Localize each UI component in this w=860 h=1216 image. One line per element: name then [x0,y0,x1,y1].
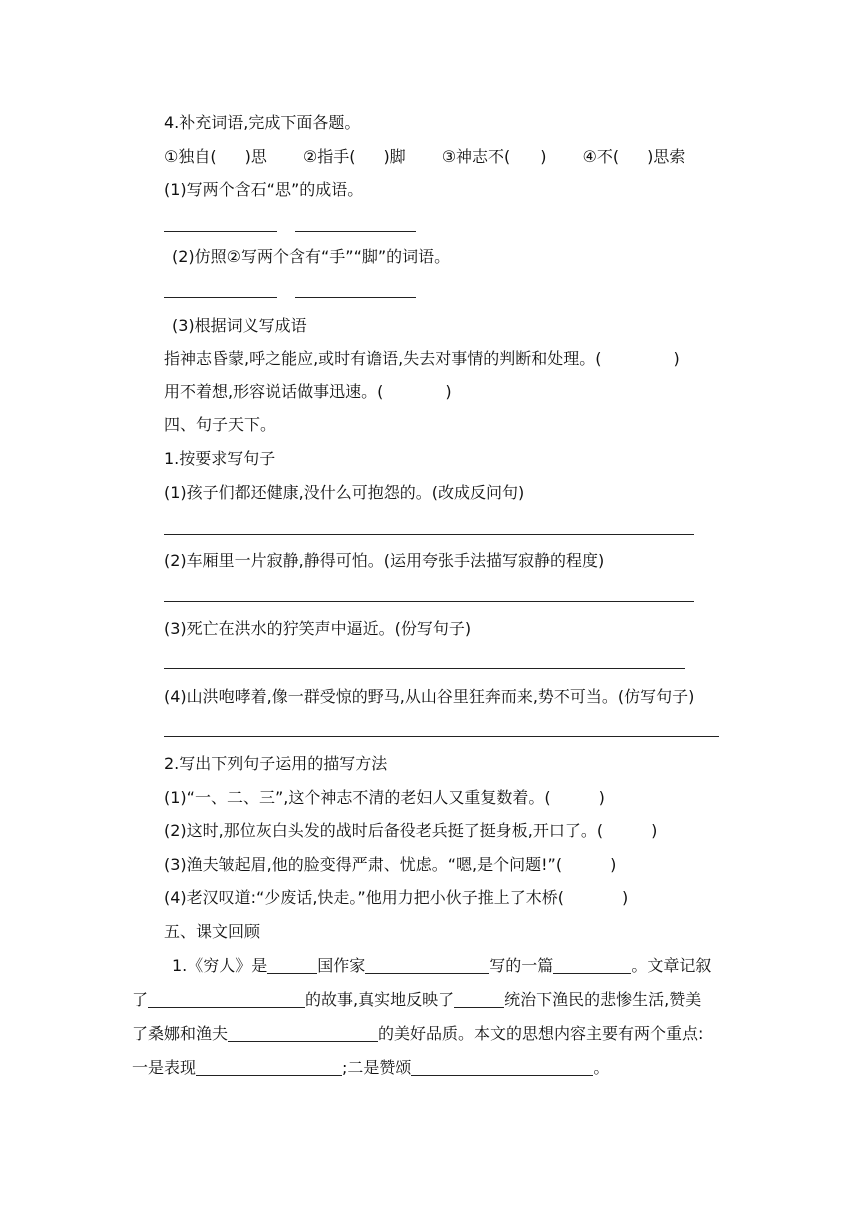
def2-text: 用不着想,形容说话做事迅速。( [164,382,384,401]
answer-line[interactable] [164,534,694,535]
method-4-text: (4)老汉叹道:“少废话,快走。”他用力把小伙子推上了木桥( [164,888,564,907]
answer-line[interactable] [164,231,277,232]
section4-heading: 四、句子天下。 [164,415,277,434]
review-1a: 1.《穷人》是 [172,956,268,975]
q4-item-2b: )脚 [383,147,406,166]
answer-line[interactable] [295,231,416,232]
review-4b: ;二是赞颂 [342,1058,412,1077]
method-2-text: (2)这时,那位灰白头发的战时后备役老兵挺了挺身板,开口了。( [164,821,604,840]
answer-line[interactable] [164,297,277,298]
q4-item-4b: )思索 [647,147,686,166]
review-2c: 统治下渔民的悲惨生活,赞美 [504,990,702,1009]
method-1-text: (1)“一、二、三”,这个神志不清的老妇人又重复数着。( [164,788,551,807]
q4-item-1a: ①独自( [164,147,217,166]
review-line-1 [172,955,711,977]
section4-q2-title: 2.写出下列句子运用的描写方法 [164,754,388,773]
def1-text: 指神志昏蒙,呼之能应,或时有谵语,失去对事情的判断和处理。( [164,349,602,368]
review-1c: 写的一篇 [489,956,554,975]
q4-sub3: (3)根据词义写成语 [172,316,307,335]
method-3-text: (3)渔夫皱起眉,他的脸变得严肃、忧虑。“嗯,是个问题!”( [164,855,563,874]
review-1d: 。文章记叙 [631,956,712,975]
q4-sub1: (1)写两个含石“思”的成语。 [164,180,364,199]
q4-item-1b: )思 [244,147,267,166]
sentence-2: (2)车厢里一片寂静,静得可怕。(运用夸张手法描写寂静的程度) [164,551,605,570]
method-3-end: ) [610,855,617,874]
sentence-4: (4)山洪咆哮着,像一群受惊的野马,从山谷里狂奔而来,势不可当。(仿写句子) [164,687,695,706]
fill-blank[interactable] [148,989,305,1008]
q4-title: 4.补充词语,完成下面各题。 [164,113,361,132]
fill-blank[interactable] [365,955,489,974]
fill-blank[interactable] [553,955,631,974]
review-2a: 了 [132,990,149,1009]
q4-item-3b: ) [540,147,547,166]
review-line-3 [132,1023,703,1045]
method-1-end: ) [598,788,605,807]
review-3b: 的美好品质。本文的思想内容主要有两个重点: [378,1024,704,1043]
fill-blank[interactable] [228,1023,378,1042]
fill-blank[interactable] [267,955,317,974]
fill-blank[interactable] [196,1057,342,1076]
answer-line[interactable] [164,601,694,602]
answer-line[interactable] [164,736,719,737]
review-line-4 [132,1057,609,1079]
method-2 [164,820,657,842]
review-2b: 的故事,真实地反映了 [305,990,455,1009]
section4-q1-title: 1.按要求写句子 [164,449,276,468]
review-1b: 国作家 [317,956,366,975]
method-4-end: ) [621,888,629,907]
fill-blank[interactable] [411,1057,593,1076]
q4-item-2a: ②指手( [302,147,356,166]
fill-blank[interactable] [454,989,504,1008]
method-4 [164,887,628,909]
q4-sub2: (2)仿照②写两个含有“手”“脚”的词语。 [172,247,451,266]
sentence-1: (1)孩子们都还健康,没什么可抱怨的。(改成反问句) [164,483,525,502]
q4-item-3a: ③神志不( [441,147,511,166]
def1-end: ) [673,349,680,368]
review-3a: 了桑娜和渔夫 [132,1024,229,1043]
section5-heading: 五、课文回顾 [164,922,261,941]
q4-def2 [164,381,452,403]
review-4c: 。 [593,1058,610,1077]
method-2-end: ) [651,821,658,840]
review-4a: 一是表现 [132,1058,197,1077]
q4-items-row [164,146,685,168]
method-3 [164,854,616,876]
method-1 [164,787,605,809]
q4-def1 [164,348,680,370]
sentence-3: (3)死亡在洪水的狞笑声中逼近。(份写句子) [164,619,472,638]
def2-end: ) [445,382,452,401]
answer-line[interactable] [295,297,416,298]
answer-line[interactable] [164,668,685,669]
review-line-2 [132,989,701,1011]
q4-item-4a: ④不( [582,147,620,166]
